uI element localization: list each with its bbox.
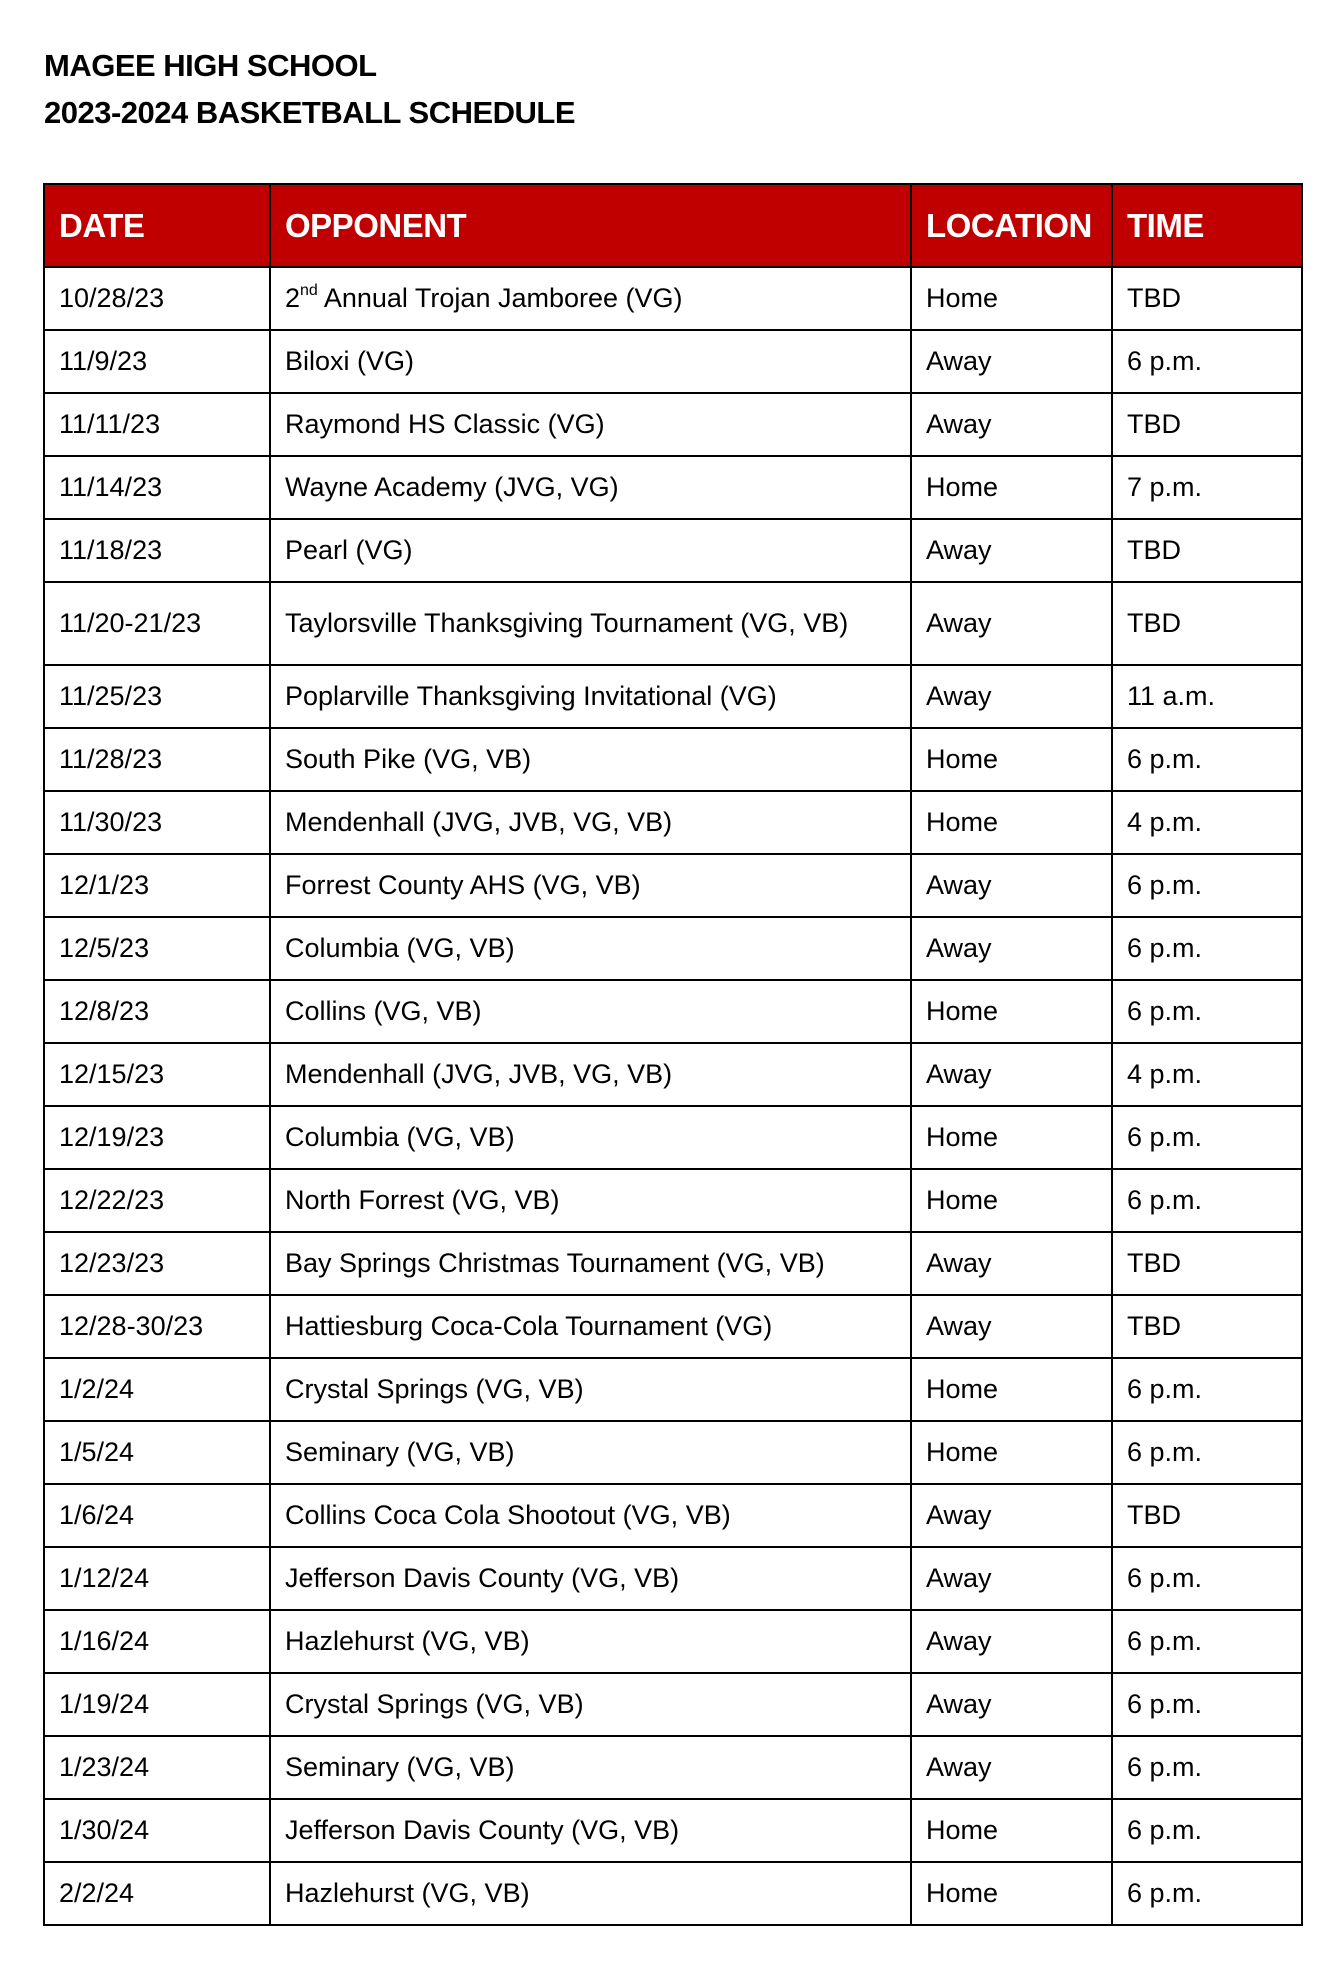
time-cell: 6 p.m. (1112, 728, 1302, 791)
opponent-cell: Pearl (VG) (270, 519, 911, 582)
time-cell: 6 p.m. (1112, 1736, 1302, 1799)
opponent-cell: Forrest County AHS (VG, VB) (270, 854, 911, 917)
date-cell: 12/1/23 (44, 854, 270, 917)
opponent-cell: Seminary (VG, VB) (270, 1421, 911, 1484)
location-cell: Away (911, 854, 1112, 917)
document-title (44, 42, 575, 136)
time-cell: 4 p.m. (1112, 791, 1302, 854)
table-row (44, 1799, 1302, 1862)
date-cell: 11/25/23 (44, 665, 270, 728)
table-row (44, 1484, 1302, 1547)
time-cell: 6 p.m. (1112, 980, 1302, 1043)
date-cell: 12/8/23 (44, 980, 270, 1043)
table-row (44, 330, 1302, 393)
date-cell: 11/28/23 (44, 728, 270, 791)
date-cell: 11/9/23 (44, 330, 270, 393)
opponent-cell: Raymond HS Classic (VG) (270, 393, 911, 456)
table-row (44, 791, 1302, 854)
time-cell: 6 p.m. (1112, 1610, 1302, 1673)
location-cell: Away (911, 1736, 1112, 1799)
date-cell: 12/15/23 (44, 1043, 270, 1106)
table-row (44, 267, 1302, 330)
table-row (44, 393, 1302, 456)
time-cell: 6 p.m. (1112, 1547, 1302, 1610)
opponent-cell: Mendenhall (JVG, JVB, VG, VB) (270, 791, 911, 854)
opponent-name: Annual Trojan Jamboree (VG) (317, 283, 683, 313)
table-header-row (44, 184, 1302, 267)
table-row (44, 1106, 1302, 1169)
opponent-cell: Jefferson Davis County (VG, VB) (270, 1547, 911, 1610)
location-cell: Away (911, 1043, 1112, 1106)
table-row (44, 456, 1302, 519)
table-row (44, 1421, 1302, 1484)
location-cell: Home (911, 791, 1112, 854)
column-header-time: TIME (1112, 184, 1302, 267)
location-cell: Away (911, 519, 1112, 582)
opponent-cell: Crystal Springs (VG, VB) (270, 1358, 911, 1421)
location-cell: Away (911, 917, 1112, 980)
location-cell: Home (911, 1169, 1112, 1232)
location-cell: Away (911, 582, 1112, 665)
time-cell: 6 p.m. (1112, 1862, 1302, 1925)
opponent-cell: Hazlehurst (VG, VB) (270, 1862, 911, 1925)
table-row (44, 582, 1302, 665)
time-cell: TBD (1112, 393, 1302, 456)
date-cell: 12/23/23 (44, 1232, 270, 1295)
date-cell: 10/28/23 (44, 267, 270, 330)
date-cell: 2/2/24 (44, 1862, 270, 1925)
table-row (44, 1358, 1302, 1421)
location-cell: Home (911, 980, 1112, 1043)
opponent-cell: Wayne Academy (JVG, VG) (270, 456, 911, 519)
opponent-cell: Taylorsville Thanksgiving Tournament (VG, VB) (270, 582, 911, 665)
opponent-cell: Biloxi (VG) (270, 330, 911, 393)
ordinal-suffix: nd (300, 282, 318, 299)
date-cell: 12/19/23 (44, 1106, 270, 1169)
table-row (44, 1862, 1302, 1925)
location-cell: Home (911, 456, 1112, 519)
date-cell: 1/23/24 (44, 1736, 270, 1799)
date-cell: 1/16/24 (44, 1610, 270, 1673)
table-row (44, 728, 1302, 791)
column-header-date: DATE (44, 184, 270, 267)
location-cell: Away (911, 1295, 1112, 1358)
table-row (44, 665, 1302, 728)
date-cell: 1/30/24 (44, 1799, 270, 1862)
location-cell: Home (911, 1421, 1112, 1484)
table-row (44, 917, 1302, 980)
date-cell: 1/12/24 (44, 1547, 270, 1610)
time-cell: 6 p.m. (1112, 330, 1302, 393)
opponent-cell: Collins (VG, VB) (270, 980, 911, 1043)
location-cell: Away (911, 1610, 1112, 1673)
table-row (44, 1043, 1302, 1106)
location-cell: Away (911, 1484, 1112, 1547)
table-row (44, 1547, 1302, 1610)
opponent-cell: Bay Springs Christmas Tournament (VG, VB) (270, 1232, 911, 1295)
table-row (44, 1232, 1302, 1295)
table-row (44, 1610, 1302, 1673)
date-cell: 11/14/23 (44, 456, 270, 519)
date-cell: 1/19/24 (44, 1673, 270, 1736)
table-row (44, 1673, 1302, 1736)
location-cell: Away (911, 330, 1112, 393)
schedule-table (43, 183, 1303, 1926)
time-cell: 6 p.m. (1112, 917, 1302, 980)
date-cell: 11/11/23 (44, 393, 270, 456)
location-cell: Away (911, 1547, 1112, 1610)
time-cell: 6 p.m. (1112, 854, 1302, 917)
table-row (44, 1169, 1302, 1232)
location-cell: Away (911, 393, 1112, 456)
time-cell: 6 p.m. (1112, 1169, 1302, 1232)
location-cell: Home (911, 267, 1112, 330)
table-row (44, 519, 1302, 582)
time-cell: 11 a.m. (1112, 665, 1302, 728)
table-row (44, 1295, 1302, 1358)
location-cell: Home (911, 1862, 1112, 1925)
time-cell: TBD (1112, 1232, 1302, 1295)
location-cell: Home (911, 1799, 1112, 1862)
time-cell: TBD (1112, 582, 1302, 665)
location-cell: Home (911, 1106, 1112, 1169)
opponent-cell: Jefferson Davis County (VG, VB) (270, 1799, 911, 1862)
time-cell: 7 p.m. (1112, 456, 1302, 519)
time-cell: 4 p.m. (1112, 1043, 1302, 1106)
date-cell: 11/18/23 (44, 519, 270, 582)
date-cell: 1/5/24 (44, 1421, 270, 1484)
time-cell: 6 p.m. (1112, 1673, 1302, 1736)
opponent-cell: Hattiesburg Coca-Cola Tournament (VG) (270, 1295, 911, 1358)
opponent-cell: Hazlehurst (VG, VB) (270, 1610, 911, 1673)
table-row (44, 1736, 1302, 1799)
opponent-cell: North Forrest (VG, VB) (270, 1169, 911, 1232)
date-cell: 12/5/23 (44, 917, 270, 980)
location-cell: Away (911, 1673, 1112, 1736)
time-cell: TBD (1112, 1484, 1302, 1547)
time-cell: 6 p.m. (1112, 1358, 1302, 1421)
time-cell: 6 p.m. (1112, 1106, 1302, 1169)
date-cell: 12/28-30/23 (44, 1295, 270, 1358)
opponent-cell: Crystal Springs (VG, VB) (270, 1673, 911, 1736)
opponent-ordinal: 2 (285, 283, 301, 313)
opponent-cell: Collins Coca Cola Shootout (VG, VB) (270, 1484, 911, 1547)
location-cell: Home (911, 728, 1112, 791)
time-cell: TBD (1112, 267, 1302, 330)
date-cell: 1/2/24 (44, 1358, 270, 1421)
opponent-cell: Mendenhall (JVG, JVB, VG, VB) (270, 1043, 911, 1106)
opponent-cell: Columbia (VG, VB) (270, 917, 911, 980)
schedule-title: 2023-2024 BASKETBALL SCHEDULE (44, 95, 576, 130)
opponent-cell: South Pike (VG, VB) (270, 728, 911, 791)
opponent-cell: Columbia (VG, VB) (270, 1106, 911, 1169)
table-row (44, 854, 1302, 917)
time-cell: TBD (1112, 1295, 1302, 1358)
table-row (44, 980, 1302, 1043)
time-cell: 6 p.m. (1112, 1421, 1302, 1484)
location-cell: Away (911, 1232, 1112, 1295)
date-cell: 11/30/23 (44, 791, 270, 854)
location-cell: Away (911, 665, 1112, 728)
date-cell: 12/22/23 (44, 1169, 270, 1232)
date-cell: 11/20-21/23 (44, 582, 270, 665)
opponent-cell (270, 267, 911, 330)
opponent-cell: Poplarville Thanksgiving Invitational (VG) (270, 665, 911, 728)
column-header-location: LOCATION (911, 184, 1112, 267)
location-cell: Home (911, 1358, 1112, 1421)
time-cell: 6 p.m. (1112, 1799, 1302, 1862)
opponent-cell: Seminary (VG, VB) (270, 1736, 911, 1799)
school-name: MAGEE HIGH SCHOOL (44, 48, 377, 83)
date-cell: 1/6/24 (44, 1484, 270, 1547)
time-cell: TBD (1112, 519, 1302, 582)
column-header-opponent: OPPONENT (270, 184, 911, 267)
